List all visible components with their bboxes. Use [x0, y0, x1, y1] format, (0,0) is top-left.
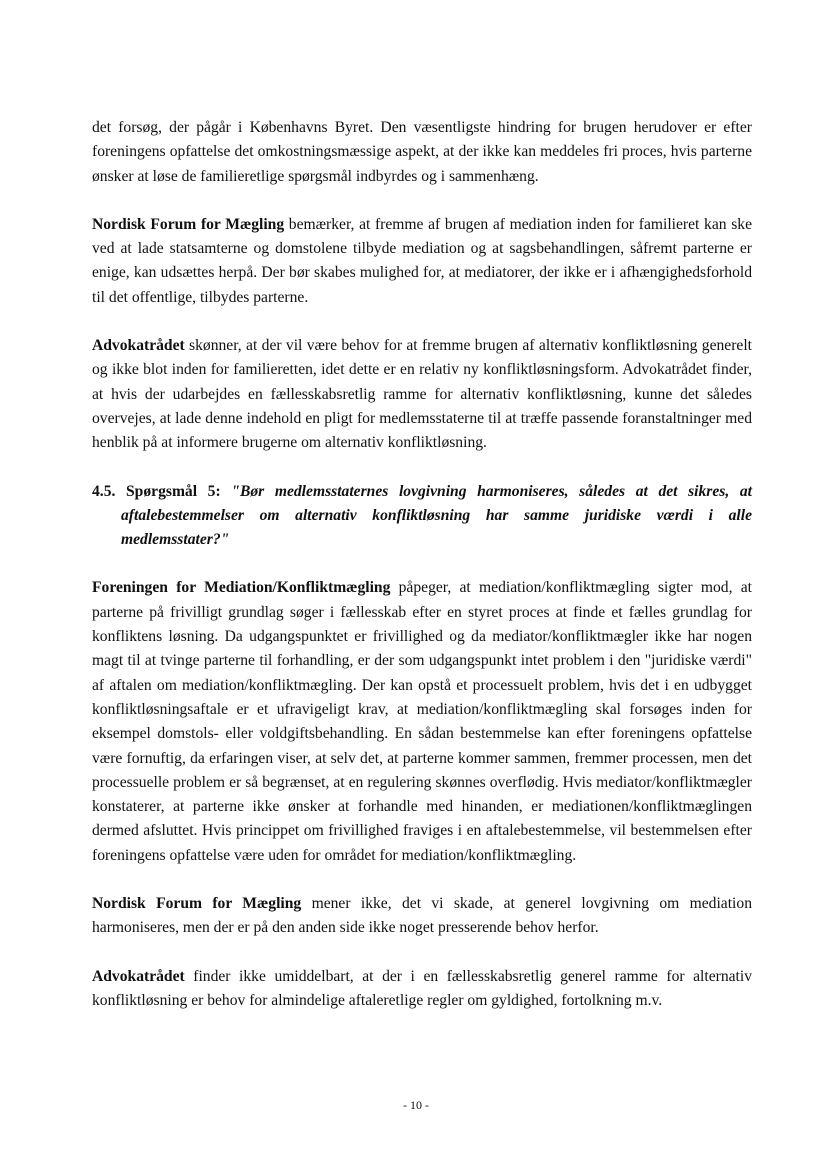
paragraph-nordisk-forum-2: [92, 892, 752, 941]
paragraph-text: finder ikke umiddelbart, at der i en fællesskabsretlig generel ramme for alternativ konfliktløsning er behov for almindelige aftaleretlige regler om gyldighed, fortolkning m.v.: [92, 967, 752, 1009]
paragraph-advokatraadet-1: [92, 334, 752, 455]
paragraph-text: bemærker, at fremme af brugen af mediation inden for familieret kan ske ved at lade statsamterne og domstolene tilbyde mediation og at sagsbehandlingen, såfremt parterne er enige, kan udsættes herpå. Der bør skabes mulighed for, at mediatorer, der ikke er i afhængighedsforhold til det offentlige, tilbydes parterne.: [92, 215, 752, 306]
section-heading: [92, 480, 752, 553]
paragraph-text: påpeger, at mediation/konfliktmægling sigter mod, at parterne på frivilligt grundlag søger i fællesskab efter en styret proces at finde et fælles grundlag for konfliktens løsning. Da udgangspunktet er frivillighed og da mediator/konfliktmægler ikke har nogen magt til at tvinge parterne til forhandling, er der som udgangspunkt intet problem i den "juridiske værdi" af aftalen om mediation/konfliktmægling. Der kan opstå et processuelt problem, hvis det i en udbygget konfliktløsningsaftale er et ufravigeligt krav, at mediation/konfliktmægling skal forsøges inden for eksempel domstols- eller voldgiftsbehandling. En sådan bestemmelse kan efter foreningens opfattelse være fornuftig, da erfaringen viser, at selv det, at parterne kommer sammen, fremmer processen, men det processuelle problem er så begrænset, at en regulering skønnes overflødig. Hvis mediator/konfliktmægler konstaterer, at parterne ikke ønsker at forhandle med hinanden, er mediationen/konfliktmæglingen dermed afsluttet. Hvis princippet om frivillighed fraviges i en aftalebestemmelse, vil bestemmelsen efter foreningens opfattelse være uden for området for mediation/konfliktmægling.: [92, 579, 752, 864]
section-heading-question: "Bør medlemsstaternes lovgivning harmoniseres, således at det sikres, at aftalebestemmelser om alternativ konfliktløsning har samme juridiske værdi i alle medlemsstater?": [121, 482, 753, 549]
organization-name: Nordisk Forum for Mægling: [92, 215, 285, 233]
page-content: [92, 116, 752, 1037]
paragraph-continuation: [92, 116, 752, 189]
paragraph-nordisk-forum-1: [92, 213, 752, 310]
paragraph-text: mener ikke, det vi skade, at generel lovgivning om mediation harmoniseres, men der er på den anden side ikke noget presserende behov herfor.: [92, 895, 752, 937]
section-heading-label: 4.5. Spørgsmål 5:: [92, 482, 232, 500]
paragraph-text: det forsøg, der pågår i Københavns Byret. Den væsentligste hindring for brugen herudover er efter foreningens opfattelse det omkostningsmæssige aspekt, at der ikke kan meddeles fri proces, hvis parterne ønsker at løse de familieretlige spørgsmål indbyrdes og i sammenhæng.: [92, 119, 752, 185]
organization-name: Advokatrådet: [92, 967, 185, 985]
organization-name: Advokatrådet: [92, 337, 185, 355]
paragraph-text: skønner, at der vil være behov for at fremme brugen af alternativ konfliktløsning generelt og ikke blot inden for familieretten, idet dette er en relativ ny konfliktløsningsform. Advokatrådet finder, at hvis der udarbejdes en fællesskabsretlig ramme for alternativ konfliktløsning, kunne det således overvejes, at lade denne indehold en pligt for medlemsstaterne til at træffe passende foranstaltninger med henblik på at informere brugerne om alternativ konfliktløsning.: [92, 337, 752, 452]
paragraph-advokatraadet-2: [92, 965, 752, 1014]
page-number: - 10 -: [403, 1098, 429, 1112]
organization-name: Nordisk Forum for Mægling: [92, 895, 302, 913]
organization-name: Foreningen for Mediation/Konfliktmægling: [92, 579, 391, 597]
paragraph-foreningen: [92, 576, 752, 868]
